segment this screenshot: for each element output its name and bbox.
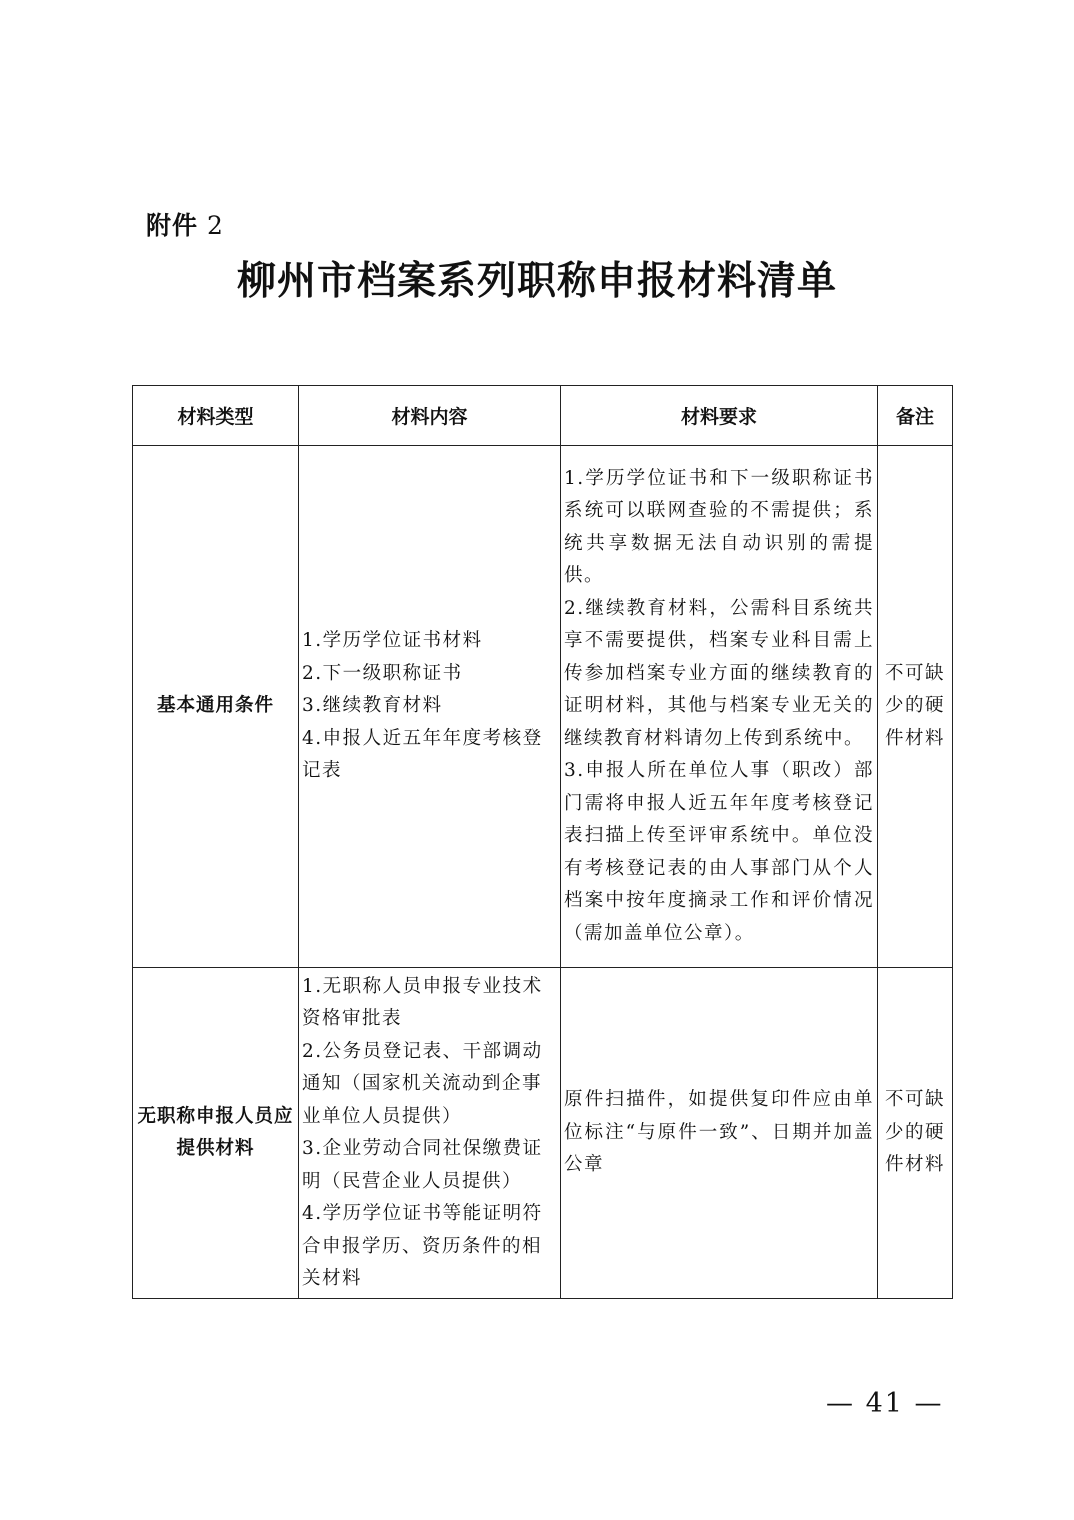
content-item: 2.下一级职称证书	[302, 662, 463, 684]
header-note: 备注	[878, 386, 953, 446]
attachment-text: 附件	[146, 211, 199, 240]
requirement-item: 2.继续教育材料，公需科目系统共享不需要提供，档案专业科目需上传参加档案专业方面的继续教育的证明材料，其他与档案专业无关的继续教育材料请勿上传到系统中。	[564, 597, 874, 749]
table-row	[133, 446, 953, 968]
table-row	[133, 968, 953, 1299]
header-material-requirements: 材料要求	[561, 386, 878, 446]
requirement-item: 3.申报人所在单位人事（职改）部门需将申报人近五年年度考核登记表扫描上传至评审系统中。单位没有考核登记表的由人事部门从个人档案中按年度摘录工作和评价情况（需加盖单位公章）。	[564, 760, 874, 944]
content-item: 2.公务员登记表、干部调动通知（国家机关流动到企事业单位人员提供）	[302, 1040, 543, 1127]
table-header-row	[133, 386, 953, 446]
row-material-requirements	[561, 446, 878, 968]
header-material-type: 材料类型	[133, 386, 299, 446]
materials-table	[132, 385, 953, 1299]
row-note: 不可缺少的硬件材料	[878, 446, 953, 968]
row-note: 不可缺少的硬件材料	[878, 968, 953, 1299]
content-item: 1.学历学位证书材料	[302, 630, 483, 652]
document-title: 柳州市档案系列职称申报材料清单	[236, 259, 837, 304]
row-material-requirements	[561, 968, 878, 1299]
row-material-type: 基本通用条件	[133, 446, 299, 968]
page-number: — 41 —	[826, 1388, 944, 1419]
content-item: 4.申报人近五年年度考核登记表	[302, 727, 543, 782]
attachment-number: 2	[206, 211, 224, 240]
content-item: 3.企业劳动合同社保缴费证明（民营企业人员提供）	[302, 1138, 543, 1192]
attachment-label	[146, 206, 224, 242]
header-material-content: 材料内容	[299, 386, 561, 446]
row-material-content	[299, 968, 561, 1299]
row-material-content	[299, 446, 561, 968]
content-item: 1.无职称人员申报专业技术资格审批表	[302, 975, 543, 1029]
requirement-item: 1.学历学位证书和下一级职称证书系统可以联网查验的不需提供；系统共享数据无法自动识别的需提供。	[564, 467, 874, 587]
content-item: 3.继续教育材料	[302, 695, 443, 717]
content-item: 4.学历学位证书等能证明符合申报学历、资历条件的相关材料	[302, 1203, 543, 1289]
requirement-item: 原件扫描件，如提供复印件应由单位标注“与原件一致”、日期并加盖公章	[564, 1089, 874, 1176]
row-material-type: 无职称申报人员应提供材料	[133, 968, 299, 1299]
